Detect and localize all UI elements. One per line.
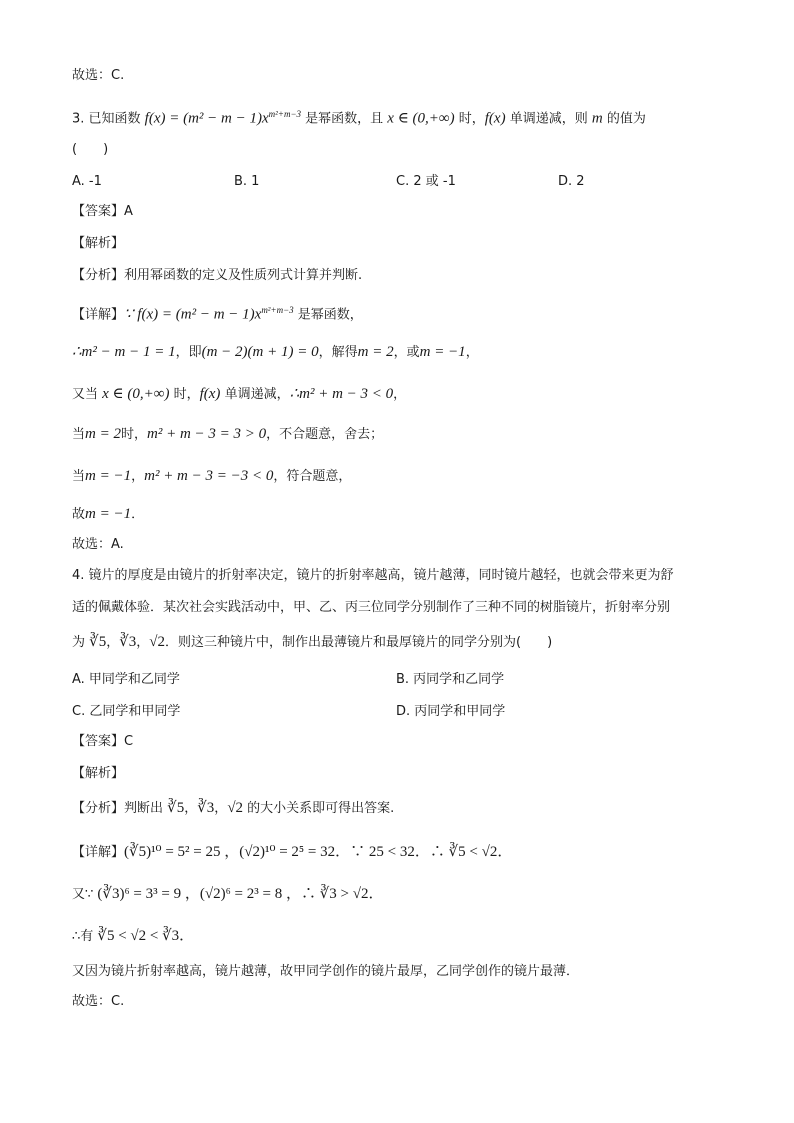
q3-answer: 【答案】A xyxy=(72,204,133,219)
q3-detail-5: 当m = −1，m² + m − 3 = −3 < 0，符合题意， xyxy=(72,468,352,484)
q4-option-a: A. 甲同学和乙同学 xyxy=(72,672,180,687)
q4-option-d: D. 丙同学和甲同学 xyxy=(396,704,506,719)
q3-option-d: D. 2 xyxy=(558,174,585,189)
q4-detail-1: 【详解】(∛5)¹⁰ = 5² = 25 ，(√2)¹⁰ = 2⁵ = 32．∵ 25 < 32．∴ ∛5 < √2． xyxy=(72,844,513,860)
q4-answer: 【答案】C xyxy=(72,734,134,749)
q3-stem: 3. 已知函数 $f(x) = (m^2 - m - 1)x^{m^2+m-3}$ 是幂函数，且 x ∈ (0,+∞) 时，f(x) 单调递减，则 m 的值为 xyxy=(72,109,646,127)
q3-detail-6: 故m = −1． xyxy=(72,506,145,522)
q3-option-a: A. -1 xyxy=(72,174,102,189)
q4-stem-1: 4. 镜片的厚度是由镜片的折射率决定，镜片的折射率越高，镜片越薄，同时镜片越轻，也就会带来更为舒 xyxy=(72,568,674,583)
q4-fenxi: 【分析】判断出 ∛5，∛3，√2 的大小关系即可得出答案. xyxy=(72,800,395,816)
q3-option-c: C. 2 或 -1 xyxy=(396,174,456,189)
q3-paren: ( ) xyxy=(72,142,109,157)
q4-option-c: C. 乙同学和甲同学 xyxy=(72,704,181,719)
q3-choose: 故选：A. xyxy=(72,537,124,552)
q4-detail-2: 又∵ (∛3)⁶ = 3³ = 9 ，(√2)⁶ = 2³ = 8 ，∴ ∛3 > √2． xyxy=(72,886,384,902)
q3-analysis-tag: 【解析】 xyxy=(72,236,125,251)
q3-fenxi: 【分析】利用幂函数的定义及性质列式计算并判断. xyxy=(72,268,363,283)
q4-stem-2: 适的佩戴体验．某次社会实践活动中，甲、乙、丙三位同学分别制作了三种不同的树脂镜片，折射率分别 xyxy=(72,600,671,615)
q4-stem-3: 为 ∛5，∛3，√2．则这三种镜片中，制作出最薄镜片和最厚镜片的同学分别为( ) xyxy=(72,634,553,650)
q3-detail-4: 当m = 2时，m² + m − 3 = 3 > 0，不合题意，舍去； xyxy=(72,426,384,442)
q4-detail-4: 又因为镜片折射率越高，镜片越薄，故甲同学创作的镜片最厚，乙同学创作的镜片最薄． xyxy=(72,964,580,979)
q2-choose: 故选：C. xyxy=(72,68,125,83)
q4-analysis-tag: 【解析】 xyxy=(72,766,125,781)
q4-detail-3: ∴有 ∛5 < √2 < ∛3． xyxy=(72,928,195,944)
q4-choose: 故选：C. xyxy=(72,994,125,1009)
q4-option-b: B. 丙同学和乙同学 xyxy=(396,672,505,687)
q3-option-b: B. 1 xyxy=(234,174,260,189)
q3-detail-2: ∴m² − m − 1 = 1，即(m − 2)(m + 1) = 0，解得m = 2，或m = −1， xyxy=(72,344,479,360)
q3-detail-3: 又当 x ∈ (0,+∞) 时，f(x) 单调递减，∴m² + m − 3 < 0， xyxy=(72,386,407,402)
q3-detail-1: 【详解】∵ $f(x) = (m^2 - m - 1)x^{m^2+m-3}$ 是幂函数， xyxy=(72,305,363,323)
